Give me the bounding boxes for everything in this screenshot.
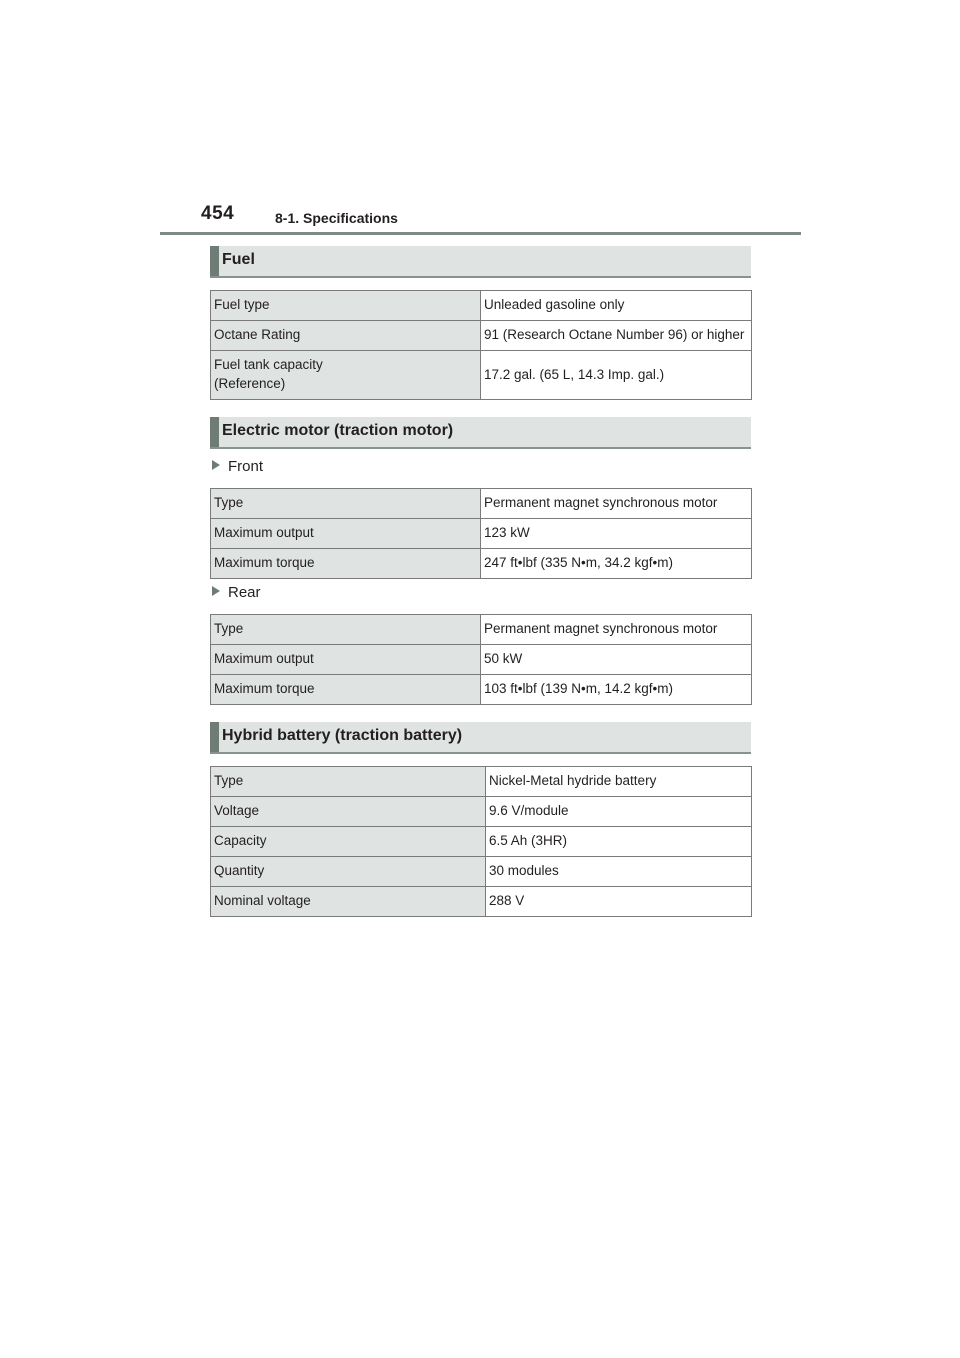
- front-motor-table: [210, 488, 752, 579]
- spec-label: Octane Rating: [211, 321, 481, 351]
- spec-label-line: Fuel tank capacity: [214, 357, 323, 372]
- table-row: [211, 519, 752, 549]
- triangle-bullet-icon: [212, 586, 220, 596]
- page-header: [0, 0, 960, 236]
- section-title: 8-1. Specifications: [275, 210, 398, 226]
- table-row: [211, 857, 752, 887]
- fuel-section-heading: [210, 246, 751, 278]
- table-row: [211, 549, 752, 579]
- spec-label: Maximum torque: [211, 675, 481, 705]
- spec-label-line: (Reference): [214, 376, 286, 391]
- spec-value: 247 ft•lbf (335 N•m, 34.2 kgf•m): [481, 549, 752, 579]
- spec-value: Nickel-Metal hydride battery: [486, 767, 752, 797]
- table-row: [211, 321, 752, 351]
- motor-section-heading: [210, 417, 751, 449]
- spec-label: Voltage: [211, 797, 486, 827]
- page-number: 454: [201, 203, 235, 224]
- fuel-spec-table: [210, 290, 752, 400]
- rear-motor-table: [210, 614, 752, 705]
- table-row: [211, 291, 752, 321]
- spec-label: Quantity: [211, 857, 486, 887]
- spec-label: [211, 351, 481, 400]
- battery-section-heading: [210, 722, 751, 754]
- spec-label: Nominal voltage: [211, 887, 486, 917]
- front-label: Front: [228, 458, 264, 475]
- spec-value: Permanent magnet synchronous motor: [481, 489, 752, 519]
- spec-value: 50 kW: [481, 645, 752, 675]
- spec-value: Unleaded gasoline only: [481, 291, 752, 321]
- spec-label: Type: [211, 489, 481, 519]
- table-row: [211, 767, 752, 797]
- motor-heading-label: Electric motor (traction motor): [222, 422, 454, 439]
- spec-value: 6.5 Ah (3HR): [486, 827, 752, 857]
- heading-accent-bar: [210, 246, 219, 276]
- heading-accent-bar: [210, 722, 219, 752]
- table-row: [211, 797, 752, 827]
- triangle-bullet-icon: [212, 460, 220, 470]
- battery-spec-table: [210, 766, 752, 917]
- heading-accent-bar: [210, 417, 219, 447]
- spec-value: 9.6 V/module: [486, 797, 752, 827]
- fuel-heading-label: Fuel: [222, 251, 255, 268]
- spec-label: Capacity: [211, 827, 486, 857]
- table-row: [211, 675, 752, 705]
- spec-value: Permanent magnet synchronous motor: [481, 615, 752, 645]
- spec-value: 91 (Research Octane Number 96) or higher: [481, 321, 752, 351]
- spec-label: Maximum torque: [211, 549, 481, 579]
- table-row: [211, 351, 752, 400]
- spec-value: 288 V: [486, 887, 752, 917]
- header-divider: [160, 232, 801, 235]
- table-row: [211, 827, 752, 857]
- spec-value: 103 ft•lbf (139 N•m, 14.2 kgf•m): [481, 675, 752, 705]
- spec-value: 17.2 gal. (65 L, 14.3 Imp. gal.): [481, 351, 752, 400]
- battery-heading-label: Hybrid battery (traction battery): [222, 727, 463, 744]
- spec-label: Maximum output: [211, 645, 481, 675]
- spec-label: Type: [211, 615, 481, 645]
- rear-label: Rear: [228, 584, 261, 601]
- spec-label: Fuel type: [211, 291, 481, 321]
- rear-subheading: [212, 584, 261, 601]
- table-row: [211, 615, 752, 645]
- front-subheading: [212, 458, 263, 475]
- table-row: [211, 645, 752, 675]
- spec-value: 30 modules: [486, 857, 752, 887]
- spec-value: 123 kW: [481, 519, 752, 549]
- spec-label: Maximum output: [211, 519, 481, 549]
- table-row: [211, 887, 752, 917]
- table-row: [211, 489, 752, 519]
- spec-label: Type: [211, 767, 486, 797]
